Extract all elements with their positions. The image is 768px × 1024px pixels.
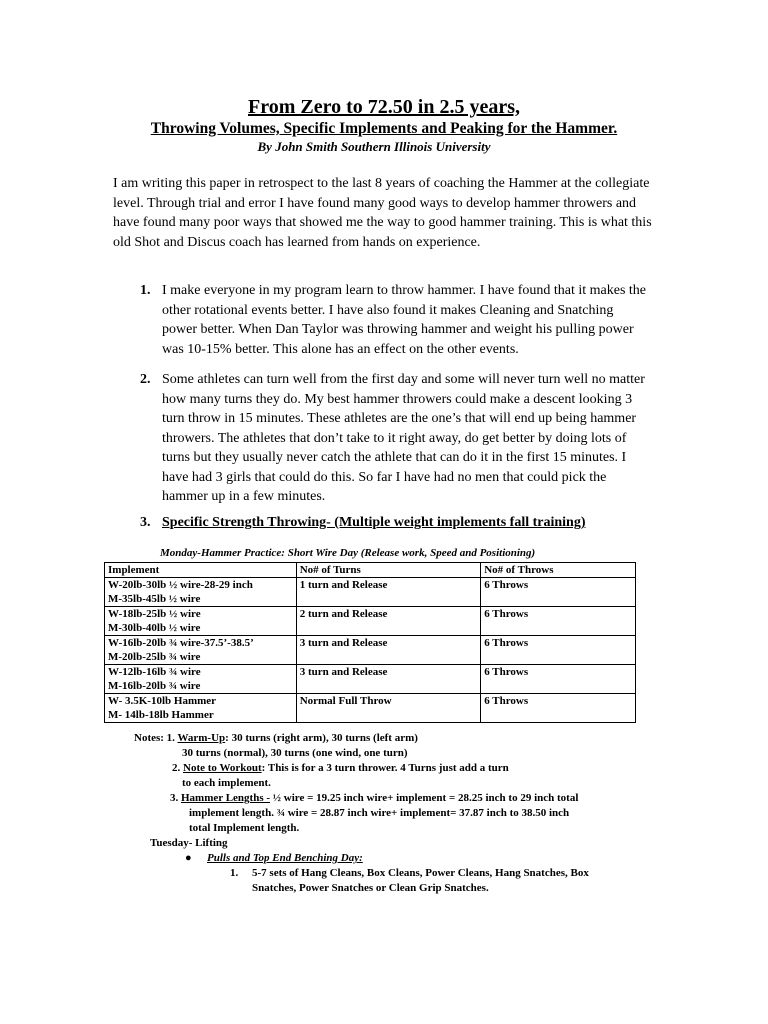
turns-cell: 3 turn and Release	[296, 636, 481, 665]
header-turns: No# of Turns	[296, 563, 481, 578]
throws-cell: 6 Throws	[481, 694, 636, 723]
implement-table	[104, 562, 636, 723]
list-item-3	[140, 513, 650, 533]
turns-cell: 1 turn and Release	[296, 578, 481, 607]
header-implement: Implement	[105, 563, 297, 578]
note-2: 2. Note to Workout: This is for a 3 turn thrower. 4 Turns just add a turn	[172, 762, 509, 774]
throws-cell: 6 Throws	[481, 607, 636, 636]
implement-cell: W-16lb-20lb ¾ wire-37.5’-38.5’ M-20lb-25lb ¾ wire	[105, 636, 297, 665]
table-row	[105, 665, 636, 694]
sub-list-line-1: 5-7 sets of Hang Cleans, Box Cleans, Power Cleans, Hang Snatches, Box	[252, 867, 589, 879]
implement-cell: W-18lb-25lb ½ wire M-30lb-40lb ½ wire	[105, 607, 297, 636]
throws-cell: 6 Throws	[481, 578, 636, 607]
intro-paragraph: I am writing this paper in retrospect to the last 8 years of coaching the Hammer at the collegiate level. Through trial and error I have found many good ways to develop hammer throwers and have found many poor ways that showed me the way to good hammer training. This is what this old Shot and Discus coach has learned from hands on experience.	[113, 176, 652, 250]
implement-cell: W- 3.5K-10lb Hammer M- 14lb-18lb Hammer	[105, 694, 297, 723]
sub-list-line-2: Snatches, Power Snatches or Clean Grip Snatches.	[252, 882, 489, 894]
page-title: From Zero to 72.50 in 2.5 years,	[247, 96, 520, 118]
table-caption: Monday-Hammer Practice: Short Wire Day (Release work, Speed and Positioning)	[160, 547, 536, 559]
list-item-2	[140, 370, 650, 507]
list-text: I make everyone in my program learn to throw hammer. I have found that it makes the other rotational events better. I have also found it makes Cleaning and Snatching power better. When Dan Taylor was throwing hammer and weight his pulling power was 10-15% better. This alone has an effect on the other events.	[162, 283, 647, 357]
turns-cell: 2 turn and Release	[296, 607, 481, 636]
author-byline: By John Smith Southern Illinois University	[257, 139, 491, 154]
note-3-cont-1: implement length. ¾ wire = 28.87 inch wire+ implement= 37.87 inch to 38.50 inch	[189, 807, 570, 819]
bullet-icon: ●	[185, 852, 192, 864]
list-text: Specific Strength Throwing- (Multiple weight implements fall training)	[162, 515, 586, 530]
page-subtitle: Throwing Volumes, Specific Implements and Peaking for the Hammer.	[150, 120, 618, 137]
note-1: Notes: 1. Warm-Up: 30 turns (right arm), 30 turns (left arm)	[134, 732, 418, 744]
throws-cell: 6 Throws	[481, 665, 636, 694]
table-row	[105, 694, 636, 723]
note-1-cont: 30 turns (normal), 30 turns (one wind, one turn)	[182, 747, 408, 759]
tuesday-heading: Tuesday- Lifting	[150, 837, 228, 849]
list-text: Some athletes can turn well from the first day and some will never turn well no matter how many turns they do. My best hammer throwers could make a descent looking 3 turn throw in 15 minutes. These athletes are the one’s that will end up being hammer throwers. The athletes that don’t take to it right away, do get better by doing lots of turns but they usually never catch the athlete that can do it in the first 15 minutes. I have had 3 girls that could do this. So far I have had no men that could pick the hammer up in a few minutes.	[162, 372, 645, 504]
turns-cell: Normal Full Throw	[296, 694, 481, 723]
workout-notes	[134, 731, 654, 836]
table-row	[105, 578, 636, 607]
table-row	[105, 636, 636, 665]
list-number: 1.	[140, 283, 151, 298]
note-2-cont: to each implement.	[182, 777, 271, 789]
header-throws: No# of Throws	[481, 563, 636, 578]
bullet-text: Pulls and Top End Benching Day:	[207, 852, 363, 864]
bullet-item	[185, 851, 670, 866]
note-3: 3. Hammer Lengths - ½ wire = 19.25 inch wire+ implement = 28.25 inch to 29 inch total	[170, 792, 579, 804]
list-number: 2.	[140, 372, 151, 387]
sub-list-number: 1.	[230, 867, 239, 879]
implement-cell: W-20lb-30lb ½ wire-28-29 inch M-35lb-45lb ½ wire	[105, 578, 297, 607]
note-3-cont-2: total Implement length.	[189, 822, 300, 834]
list-number: 3.	[140, 515, 151, 530]
sub-list-item	[230, 866, 670, 896]
throws-cell: 6 Throws	[481, 636, 636, 665]
list-item-1	[140, 281, 650, 359]
tuesday-section	[150, 836, 670, 896]
table-header-row	[105, 563, 636, 578]
table-row	[105, 607, 636, 636]
implement-cell: W-12lb-16lb ¾ wire M-16lb-20lb ¾ wire	[105, 665, 297, 694]
turns-cell: 3 turn and Release	[296, 665, 481, 694]
